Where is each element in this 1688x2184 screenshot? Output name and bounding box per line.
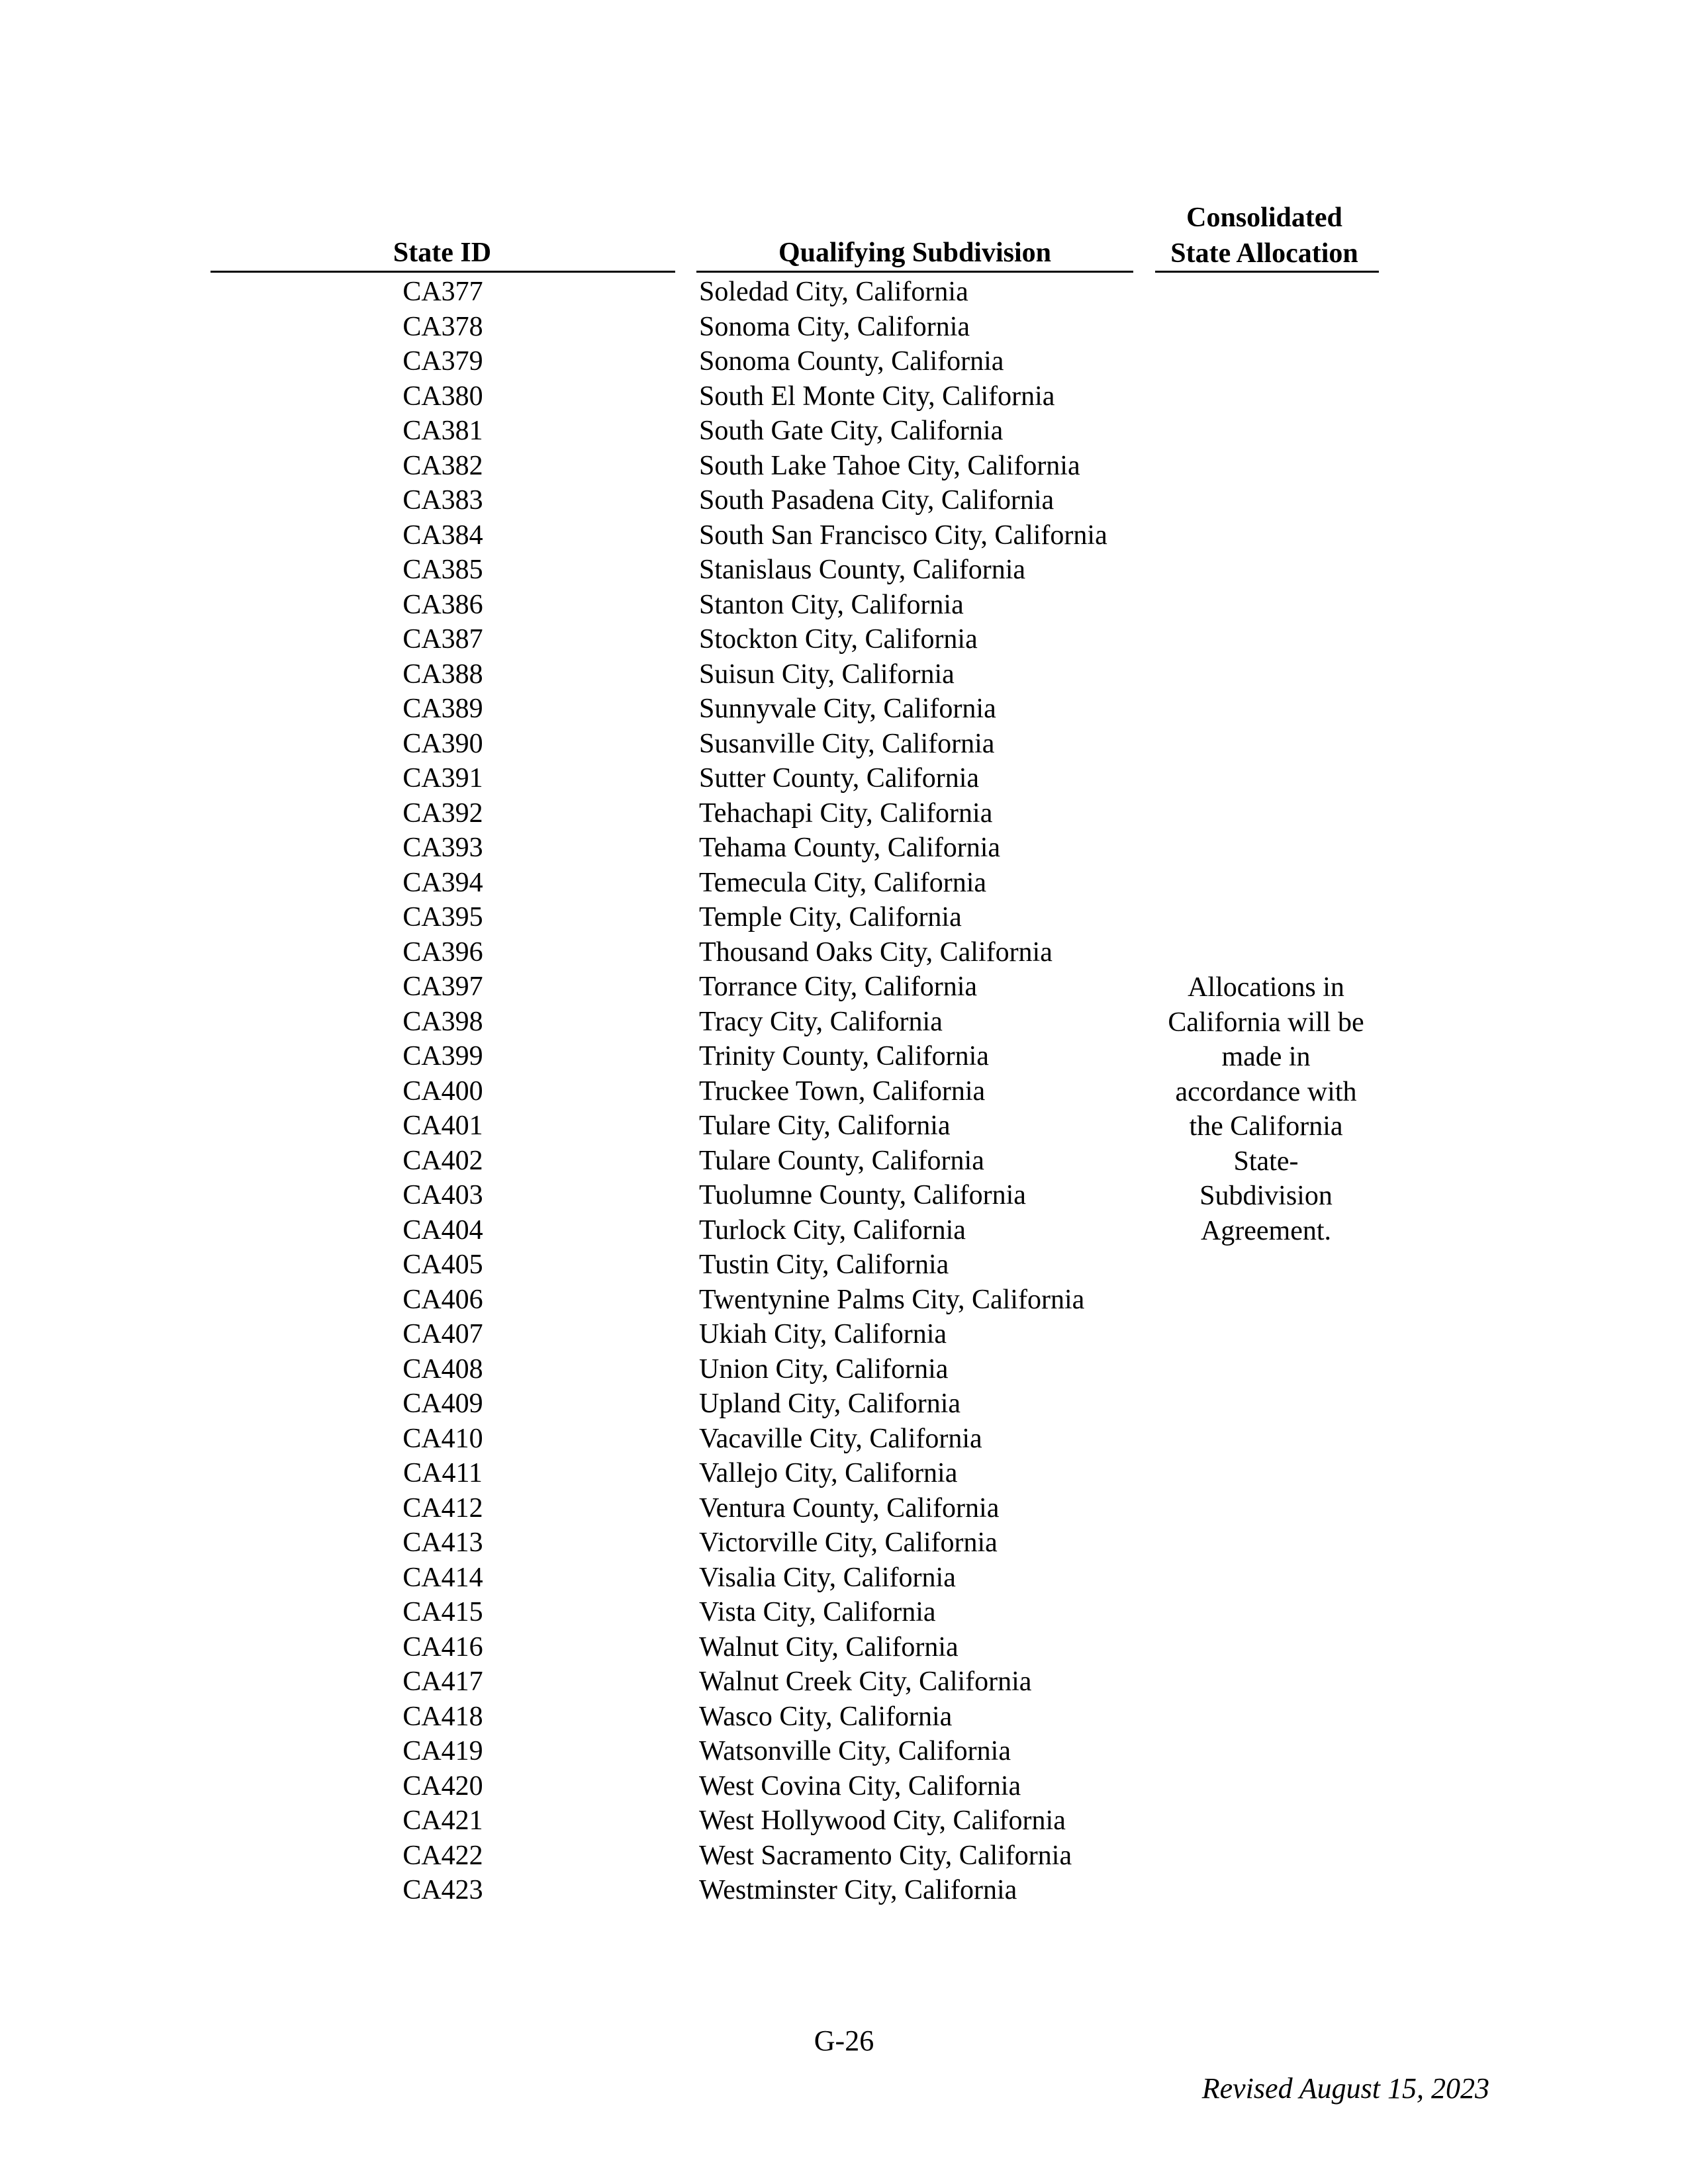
table-row (0, 1700, 1688, 1735)
state-id-cell: CA406 (402, 1284, 483, 1315)
subdivision-cell: South El Monte City, California (699, 381, 1055, 412)
table-row (0, 1839, 1688, 1874)
state-id-cell: CA390 (402, 728, 483, 759)
state-id-cell: CA377 (402, 277, 483, 307)
table-row (0, 553, 1688, 588)
subdivision-cell: South Pasadena City, California (699, 485, 1055, 516)
table-row (0, 1734, 1688, 1769)
table-row (0, 1283, 1688, 1318)
state-id-cell: CA408 (402, 1353, 483, 1385)
subdivision-cell: Sonoma City, California (699, 311, 970, 342)
subdivision-cell: Tracy City, California (699, 1006, 943, 1037)
state-id-cell: CA423 (402, 1875, 483, 1905)
subdivision-cell: Stockton City, California (699, 624, 978, 655)
subdivision-cell: Suisun City, California (699, 659, 955, 690)
subdivision-cell: Stanislaus County, California (699, 555, 1026, 585)
table-row (0, 935, 1688, 970)
state-id-cell: CA411 (403, 1458, 483, 1488)
state-id-cell: CA403 (402, 1180, 483, 1210)
table-row (0, 1352, 1688, 1387)
state-id-cell: CA421 (402, 1805, 483, 1836)
subdivision-cell: Temecula City, California (699, 867, 987, 898)
subdivision-table (0, 275, 1688, 1908)
table-row (0, 344, 1688, 379)
table-row (0, 1525, 1688, 1561)
state-id-cell: CA379 (402, 346, 483, 377)
table-row (0, 1074, 1688, 1109)
table-row (0, 796, 1688, 831)
state-id-cell: CA405 (402, 1250, 483, 1280)
allocation-note-line: accordance with (1175, 1076, 1357, 1107)
subdivision-cell: Sunnyvale City, California (699, 694, 996, 724)
state-id-cell: CA396 (402, 936, 483, 968)
state-id-cell: CA414 (402, 1562, 483, 1593)
table-row (0, 1595, 1688, 1630)
allocation-note-line: made in (1221, 1042, 1311, 1072)
subdivision-cell: Visalia City, California (699, 1562, 956, 1593)
subdivision-cell: Truckee Town, California (699, 1075, 986, 1107)
state-id-header: State ID (393, 238, 492, 268)
state-id-cell: CA387 (402, 624, 483, 655)
allocation-note-line: the California (1189, 1111, 1343, 1142)
table-row (0, 622, 1688, 657)
state-id-cell: CA385 (402, 555, 483, 585)
table-row (0, 1422, 1688, 1457)
table-row (0, 692, 1688, 727)
state-id-cell: CA389 (402, 694, 483, 724)
state-id-cell: CA383 (402, 485, 483, 516)
table-row (0, 379, 1688, 414)
subdivision-cell: Upland City, California (699, 1388, 961, 1419)
subdivision-cell: Stanton City, California (699, 589, 964, 620)
state-id-cell: CA404 (402, 1214, 483, 1246)
table-row (0, 518, 1688, 553)
state-id-cell: CA393 (402, 833, 483, 863)
subdivision-cell: Ventura County, California (699, 1492, 1000, 1524)
subdivision-cell: Twentynine Palms City, California (699, 1284, 1085, 1315)
subdivision-cell: Walnut City, California (699, 1631, 959, 1662)
subdivision-cell: Tulare County, California (699, 1145, 984, 1176)
table-row (0, 414, 1688, 449)
subdivision-cell: Thousand Oaks City, California (699, 936, 1053, 968)
state-id-cell: CA413 (402, 1527, 483, 1558)
table-row (0, 866, 1688, 901)
table-row (0, 900, 1688, 935)
state-id-cell: CA382 (402, 450, 483, 481)
table-row (0, 483, 1688, 518)
state-id-cell: CA392 (402, 797, 483, 829)
subdivision-cell: Victorville City, California (699, 1527, 998, 1558)
table-row (0, 1317, 1688, 1352)
state-id-cell: CA391 (402, 763, 483, 794)
table-row (0, 1664, 1688, 1700)
page-number: G-26 (814, 2025, 874, 2057)
subdivision-cell: South Lake Tahoe City, California (699, 450, 1080, 481)
state-id-cell: CA417 (402, 1666, 483, 1697)
table-row (0, 831, 1688, 866)
state-id-cell: CA409 (402, 1388, 483, 1419)
state-id-cell: CA416 (402, 1631, 483, 1662)
allocation-header-rule (1155, 271, 1379, 273)
subdivision-cell: Turlock City, California (699, 1214, 966, 1246)
subdivision-cell: South San Francisco City, California (699, 520, 1107, 551)
state-id-cell: CA400 (402, 1075, 483, 1107)
subdivision-cell: Tehama County, California (699, 833, 1001, 863)
table-row (0, 1213, 1688, 1248)
subdivision-header-rule (696, 271, 1133, 273)
subdivision-cell: West Covina City, California (699, 1770, 1021, 1801)
subdivision-cell: Sonoma County, California (699, 346, 1004, 377)
state-id-cell: CA401 (402, 1111, 483, 1141)
allocation-header (1152, 200, 1377, 271)
revision-date: Revised August 15, 2023 (1201, 2072, 1489, 2105)
subdivision-cell: Vista City, California (699, 1597, 936, 1627)
allocation-note-line: Subdivision (1199, 1181, 1333, 1211)
table-row (0, 1561, 1688, 1596)
subdivision-cell: Sutter County, California (699, 763, 980, 794)
allocation-header-line1: Consolidated (1186, 203, 1342, 233)
table-row (0, 970, 1688, 1005)
table-row (0, 1630, 1688, 1665)
table-row (0, 1456, 1688, 1491)
state-id-cell: CA395 (402, 902, 483, 933)
subdivision-cell: Tustin City, California (699, 1250, 949, 1280)
allocation-header-line2: State Allocation (1170, 238, 1358, 269)
state-id-cell: CA402 (402, 1145, 483, 1176)
subdivision-cell: Trinity County, California (699, 1041, 989, 1071)
table-row (0, 449, 1688, 484)
state-id-cell: CA422 (402, 1840, 483, 1871)
table-row (0, 727, 1688, 762)
state-id-cell: CA420 (402, 1770, 483, 1801)
subdivision-cell: Tehachapi City, California (699, 797, 993, 829)
table-row (0, 761, 1688, 796)
subdivision-cell: Westminster City, California (699, 1875, 1017, 1905)
allocation-note-line: Agreement. (1200, 1215, 1332, 1246)
table-row (0, 657, 1688, 692)
table-row (0, 1769, 1688, 1804)
subdivision-cell: West Hollywood City, California (699, 1805, 1066, 1836)
subdivision-cell: Union City, California (699, 1353, 949, 1385)
subdivision-cell: Wasco City, California (699, 1701, 953, 1732)
state-id-cell: CA381 (402, 416, 483, 446)
subdivision-cell: Soledad City, California (699, 277, 968, 307)
table-row (0, 275, 1688, 310)
state-id-cell: CA410 (402, 1423, 483, 1454)
subdivision-cell: South Gate City, California (699, 416, 1004, 446)
allocation-note (1152, 970, 1380, 1248)
subdivision-cell: Walnut Creek City, California (699, 1666, 1032, 1697)
table-row (0, 1491, 1688, 1526)
subdivision-cell: Tulare City, California (699, 1111, 951, 1141)
state-id-cell: CA384 (402, 520, 483, 551)
state-id-cell: CA415 (402, 1597, 483, 1627)
allocation-note-line: State- (1233, 1146, 1299, 1177)
table-row (0, 1005, 1688, 1040)
table-row (0, 1248, 1688, 1283)
subdivision-cell: Ukiah City, California (699, 1319, 947, 1349)
state-id-cell: CA388 (402, 659, 483, 690)
table-row (0, 588, 1688, 623)
subdivision-cell: Vacaville City, California (699, 1423, 982, 1454)
state-id-cell: CA399 (402, 1041, 483, 1071)
table-row (0, 1178, 1688, 1213)
subdivision-header: Qualifying Subdivision (778, 238, 1052, 268)
table-row (0, 1039, 1688, 1074)
state-id-cell: CA394 (402, 867, 483, 898)
subdivision-cell: Susanville City, California (699, 728, 995, 759)
state-id-cell: CA407 (402, 1319, 483, 1349)
table-row (0, 1109, 1688, 1144)
table-row (0, 1803, 1688, 1839)
state-id-cell: CA386 (402, 589, 483, 620)
state-id-cell: CA419 (402, 1736, 483, 1766)
subdivision-cell: Temple City, California (699, 902, 962, 933)
allocation-note-line: Allocations in (1188, 972, 1344, 1003)
state-id-cell: CA398 (402, 1006, 483, 1037)
state-id-cell: CA412 (402, 1492, 483, 1524)
state-id-cell: CA378 (402, 311, 483, 342)
subdivision-cell: Watsonville City, California (699, 1736, 1011, 1766)
table-row (0, 1144, 1688, 1179)
subdivision-cell: West Sacramento City, California (699, 1840, 1072, 1871)
state-id-cell: CA397 (402, 972, 483, 1002)
table-row (0, 1387, 1688, 1422)
table-row (0, 1873, 1688, 1908)
table-row (0, 310, 1688, 345)
subdivision-cell: Tuolumne County, California (699, 1180, 1026, 1210)
allocation-note-line: California will be (1168, 1007, 1364, 1038)
state-id-cell: CA380 (402, 381, 483, 412)
state-id-header-rule (211, 271, 675, 273)
subdivision-cell: Torrance City, California (699, 972, 978, 1002)
subdivision-cell: Vallejo City, California (699, 1458, 958, 1488)
state-id-cell: CA418 (402, 1701, 483, 1732)
